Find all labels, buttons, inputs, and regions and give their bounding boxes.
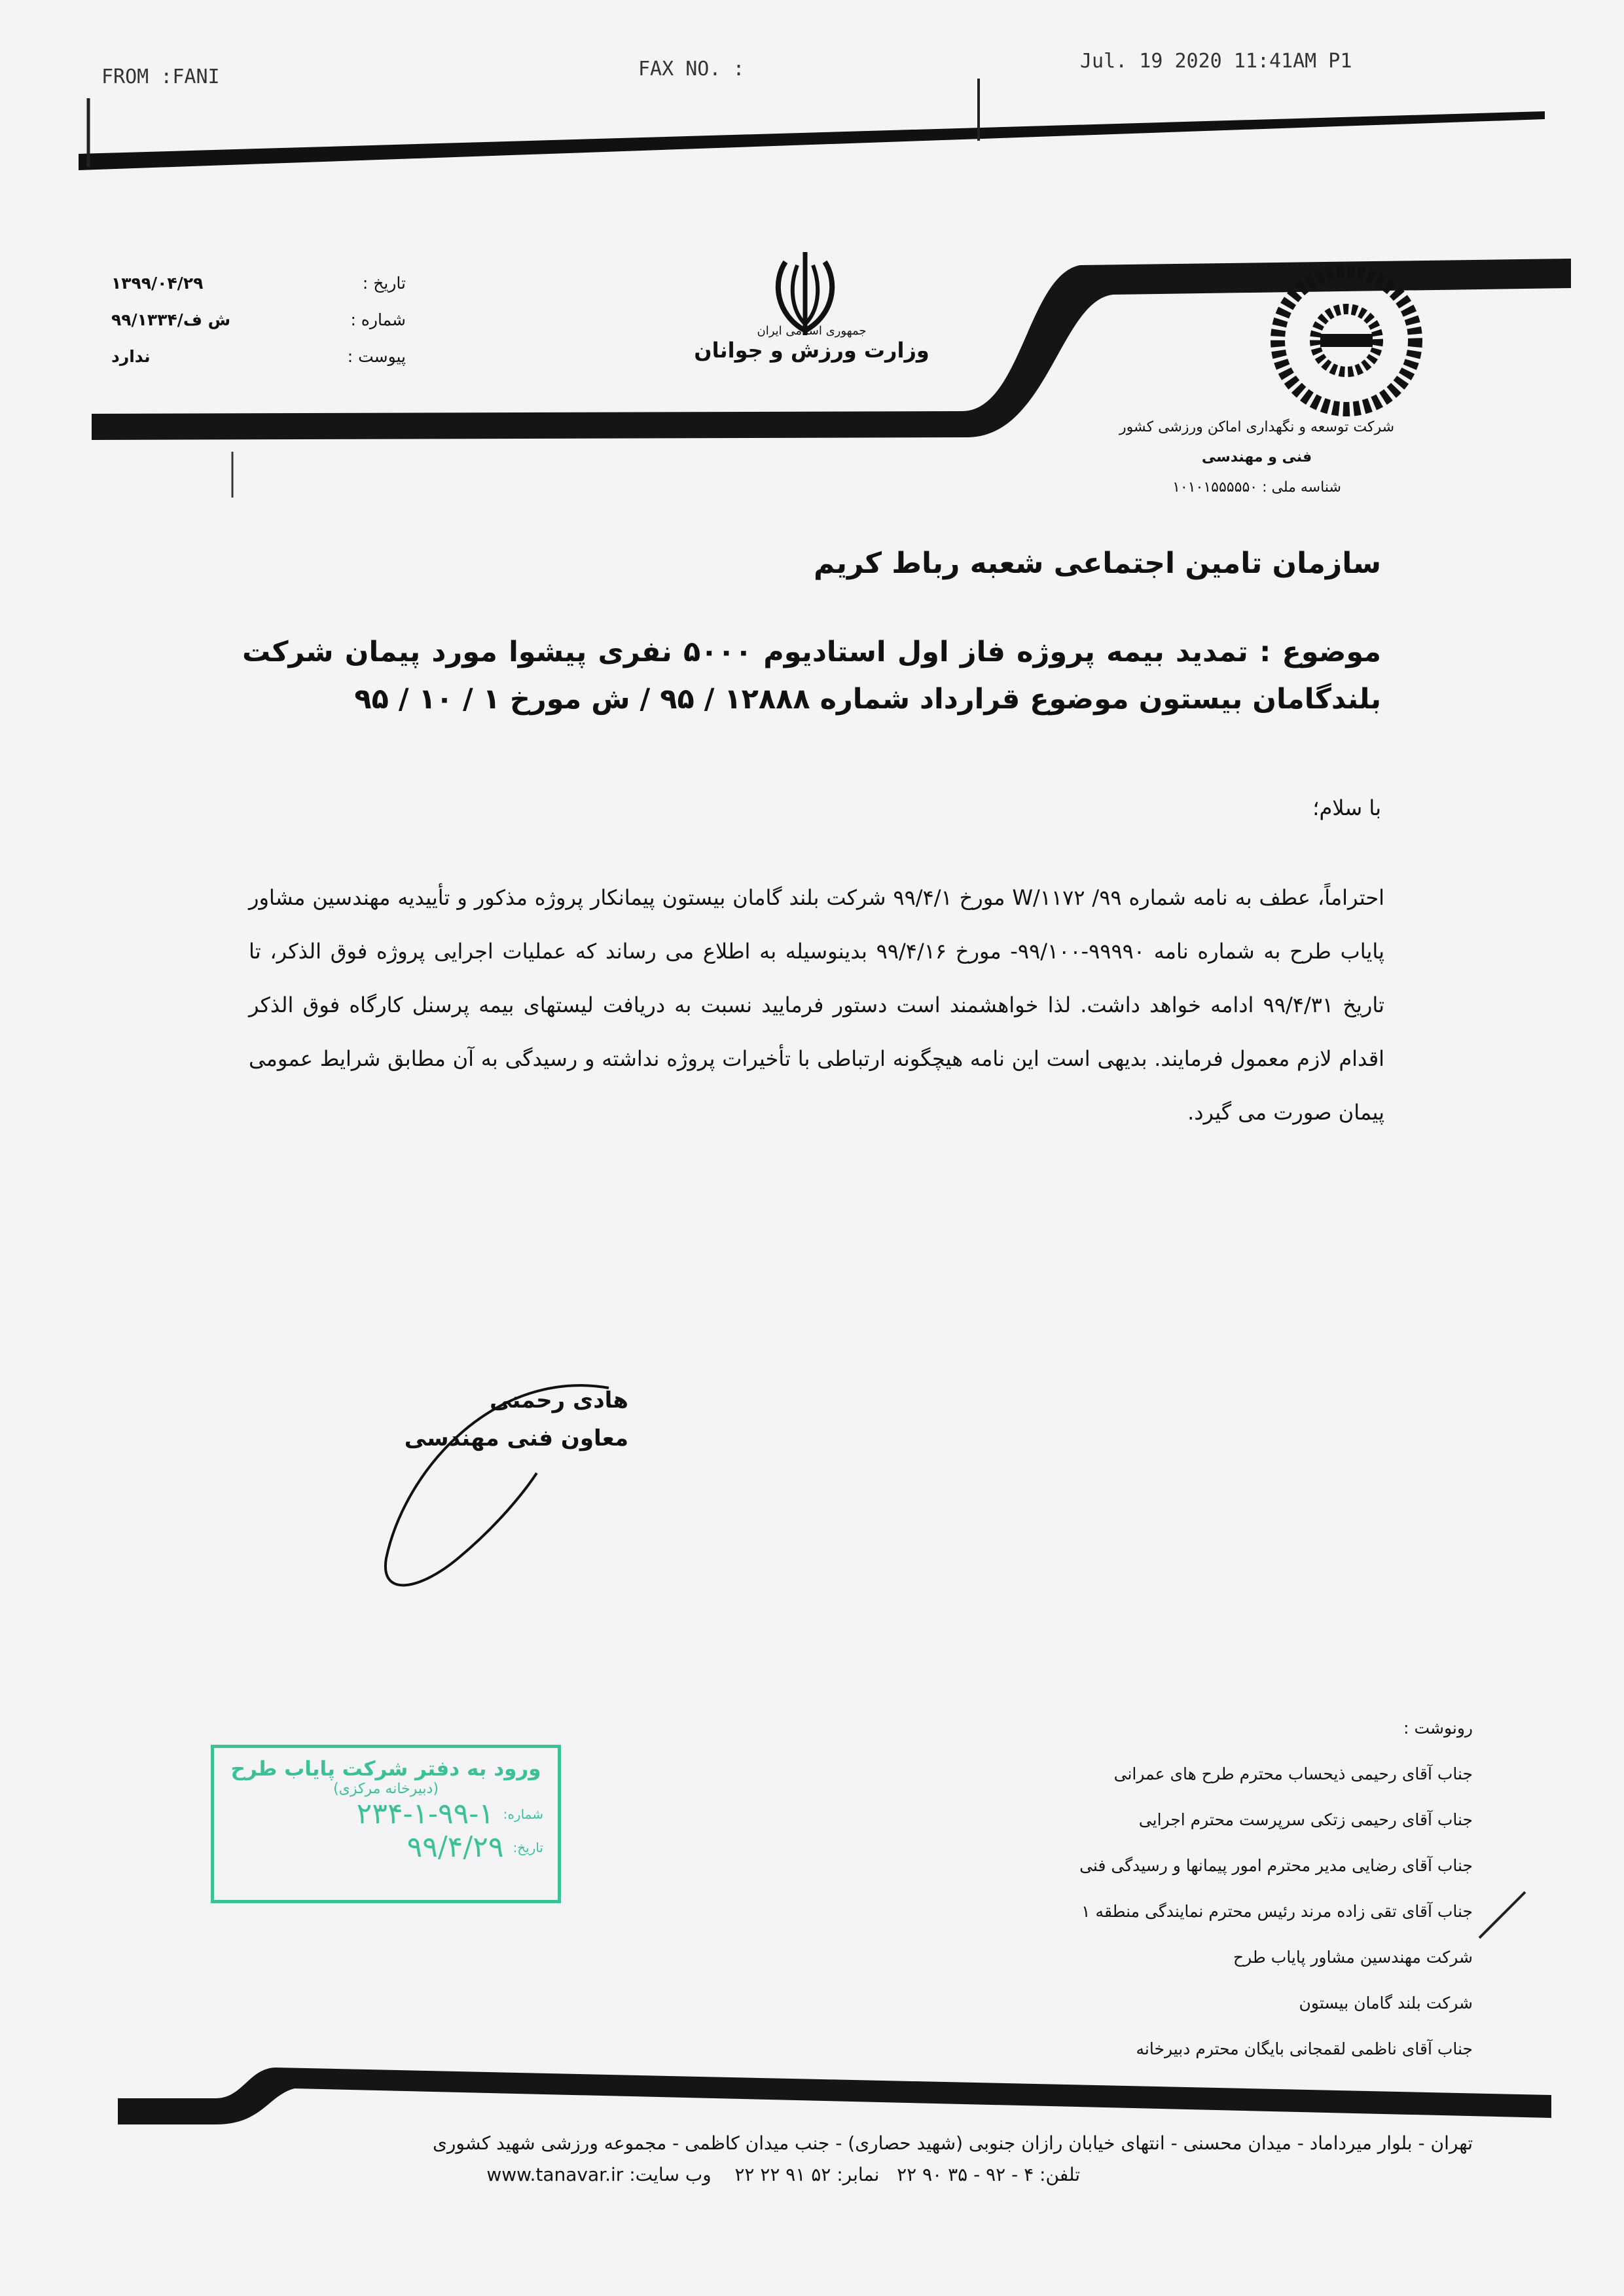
country-name: جمهوری اسلامی ایران [757,324,867,338]
cc-item: شرکت مهندسین مشاور پایاب طرح [1233,1948,1473,1967]
cc-item: جناب آقای تقی زاده مرند رئیس محترم نمایندگی منطقه ۱ [1081,1902,1473,1921]
cc-item: جناب آقای رحیمی ذیحساب محترم طرح های عمرانی [1113,1764,1473,1783]
cc-item: جناب آقای رحیمی زتکی سرپرست محترم اجرایی [1138,1810,1473,1829]
company-logo-icon [1278,272,1415,409]
fax-from: FROM :FANI [101,65,220,88]
iran-emblem [778,252,832,335]
national-id: شناسه ملی : ۱۰۱۰۱۵۵۵۵۵۰ [1172,479,1341,496]
stamp-date: ۹۹/۴/۲۹ [406,1831,504,1864]
department-name: فنی و مهندسی [1201,449,1312,465]
subject: موضوع : تمدید بیمه پروژه فاز اول استادیوم ۵۰۰۰ نفری پیشوا مورد پیمان شرکت بلندگامان بیستون موضوع قرارداد شماره ۱۲۸۸۸ / ۹۵ / ش مورخ ۱ / ۱۰ / ۹۵ [242,636,1381,716]
footer-website[interactable]: www.tanavar.ir [486,2164,624,2185]
meta-number: شماره : ۹۹/۱۳۳۴/ش ف [111,310,406,329]
fax-timestamp: Jul. 19 2020 11:41AM P1 [1080,50,1352,73]
meta-attachment: پیوست : ندارد [111,347,406,366]
signer-name: هادی رحمتی [490,1387,628,1413]
footer-phone: تلفن: ۴ - ۹۲ - ۳۵ ۹۰ ۲۲ [897,2164,1080,2185]
letter-body: احتراماً، عطف به نامه شماره W/۱۱۷۲ /۹۹ مورخ ۹۹/۴/۱ شرکت بلند گامان بیستون پیمانکار پروژه مذکور و تأییدیه مهندسین مشاور پایاب طرح به شماره نامه ۹۹۹۹۰-۹۹/۱۰۰- مورخ ۹۹/۴/۱۶ بدینوسیله به اطلاع می رساند که عملیات اجرایی پروژه فوق الذکر، تا تاریخ ۹۹/۴/۳۱ ادامه خواهد داشت. لذا خواهشمند است دستور فرمایید نسبت به دریافت لیستهای بیمه پرسنل کارگاه فوق الذکر اقدام لازم معمول فرمایند. بدیهی است این نامه هیچگونه ارتباطی با تأخیرات پروژه نداشته و رسیدگی به آن مطابق شرایط عمومی پیمان صورت می گیرد. [249,885,1385,1125]
meta-date: تاریخ : ۱۳۹۹/۰۴/۲۹ [111,274,406,293]
received-stamp: ورود به دفتر شرکت پایاب طرح (دبیرخانه مرکزی) شماره: ۲۳۴-۱-۹۹-۱ تاریخ: ۹۹/۴/۲۹ [211,1745,561,1903]
stamp-number: ۲۳۴-۱-۹۹-۱ [356,1797,494,1831]
footer [249,2128,1473,2191]
signature-block [367,1381,628,1457]
cc-item: جناب آقای رضایی مدیر محترم امور پیمانها و رسیدگی فنی [1079,1856,1473,1875]
cc-item: شرکت بلند گامان بیستون [1299,1994,1473,2013]
company-block [1074,412,1440,503]
footer-band [118,2068,1551,2124]
signer-title: معاون فنی مهندسی [404,1425,628,1451]
fax-top-rule [79,111,1545,170]
cc-list [969,1705,1473,2072]
cc-label: رونوشت : [1403,1719,1473,1738]
footer-fax: نمابر: ۵۲ ۹۱ ۲۲ ۲۲ [734,2164,880,2185]
letter-meta [111,265,406,375]
fax-number: FAX NO. : [638,58,745,81]
recipient: سازمان تامین اجتماعی شعبه رباط کریم [813,547,1381,580]
ministry-block [687,324,936,363]
footer-contacts: تلفن: ۴ - ۹۲ - ۳۵ ۹۰ ۲۲ نمابر: ۵۲ ۹۱ ۲۲ ۲۲ وب سایت: www.tanavar.ir [486,2164,1080,2185]
company-name: شرکت توسعه و نگهداری اماکن ورزشی کشور [1119,419,1395,435]
footer-address: تهران - بلوار میرداماد - میدان محسنی - انتهای خیابان رازان جنوبی (شهید حصاری) - جنب میدان کاظمی - مجموعه ورزشی شهید کشوری [432,2132,1473,2154]
cc-item: جناب آقای ناظمی لقمجانی بایگان محترم دبیرخانه [1136,2039,1473,2058]
salutation: با سلام؛ [1312,795,1381,820]
ministry-name: وزارت ورزش و جوانان [694,338,929,363]
